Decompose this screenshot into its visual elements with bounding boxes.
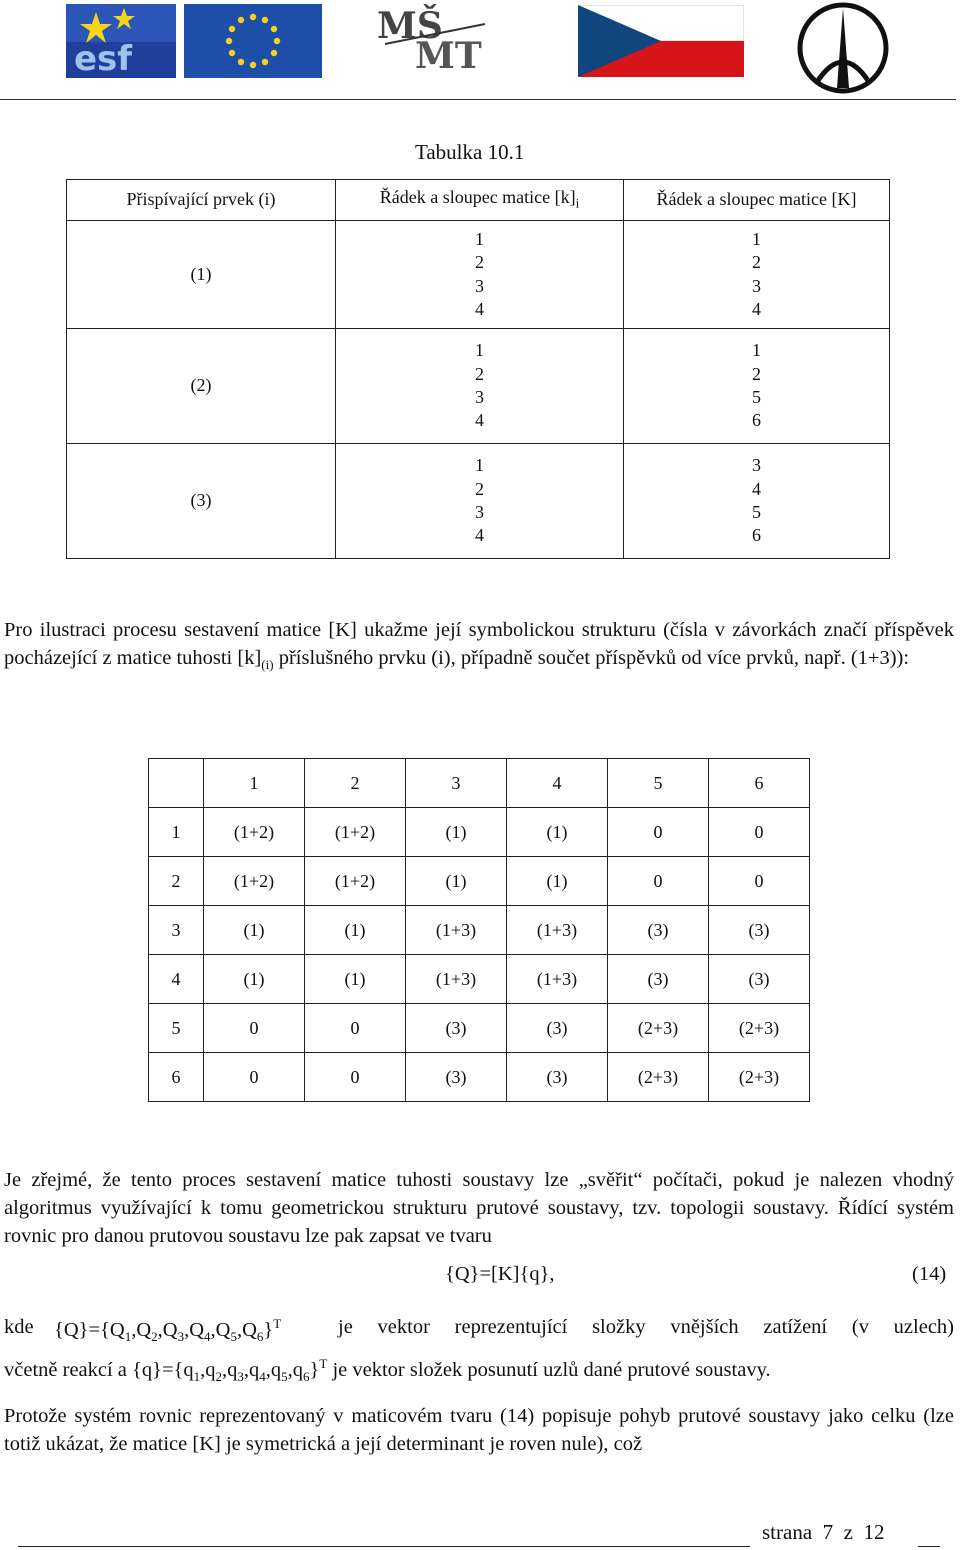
table-cell: 0 [709,857,810,906]
footer-rule [918,1546,940,1547]
corner-cell [149,759,204,808]
esf-logo [66,4,176,78]
table-cell: (3) [406,1004,507,1053]
table-header-row [149,759,810,808]
header-local-dof: Řádek a sloupec matice $[k]_i$ [336,180,624,221]
table-row [67,221,890,329]
table-cell: 0 [305,1004,406,1053]
table-cell: (1+3) [507,955,608,1004]
row-header: 1 [149,808,204,857]
university-emblem-logo [797,2,889,94]
local-dof-cell: 1 2 3 4 [336,444,624,559]
global-dof-cell: 3 4 5 6 [624,444,890,559]
table-row [149,1053,810,1102]
global-dof-cell: 1 2 3 4 [624,221,890,329]
load-vector-description: je vektor reprezentující složky vnějších zatížení (v uzlech) [338,1316,954,1338]
table-cell: (1+3) [406,906,507,955]
load-vector-definition: $\{Q\}=\{Q_1,Q_2,Q_3,Q_4,Q_5,Q_6\}^T$ [54,1316,282,1344]
table-row [149,1004,810,1053]
table-cell: (1+2) [305,857,406,906]
local-dof-cell: 1 2 3 4 [336,221,624,329]
table-cell: 0 [608,808,709,857]
table-cell: (1+2) [204,808,305,857]
table-cell: 0 [204,1053,305,1102]
table-row [149,857,810,906]
table-cell: (3) [406,1053,507,1102]
header-contributing-element: Přispívající prvek (i) [67,180,336,221]
table-cell: 0 [709,808,810,857]
col-header: 5 [608,759,709,808]
table-cell: 0 [305,1053,406,1102]
table-cell: (2+3) [608,1053,709,1102]
row-header: 6 [149,1053,204,1102]
svg-text:MŠ: MŠ [377,5,443,47]
header-global-dof: Řádek a sloupec matice [K] [624,180,890,221]
paragraph-algorithm: Je zřejmé, že tento proces sestavení matice tuhosti soustavy lze „svěřit“ počítači, pokud je nalezen vhodný algoritmus využívající k tomu geometrickou strukturu prutové soustavy, tzv. topologii soustavy. Řídící systém rovnic pro danou prutovou soustavu lze pak zapsat ve tvaru [4,1169,954,1247]
element-cell: (2) [67,329,336,444]
stiffness-structure-table [148,758,810,1102]
table-cell: (2+3) [709,1053,810,1102]
col-header: 2 [305,759,406,808]
col-header: 1 [204,759,305,808]
table-cell: (1+3) [507,906,608,955]
kde-label: kde [4,1316,34,1338]
table-header-row [67,180,890,221]
page-number: strana 7 z 12 [762,1520,885,1544]
row-header: 4 [149,955,204,1004]
table-cell: (1+2) [204,857,305,906]
msmt-logo [375,4,505,70]
col-header: 4 [507,759,608,808]
header-divider [0,99,956,100]
table-row [67,329,890,444]
element-cell: (3) [67,444,336,559]
table-cell: (1) [204,955,305,1004]
table-cell: (3) [608,906,709,955]
table-cell: (3) [709,906,810,955]
element-cell: (1) [67,221,336,329]
equation-number: (14) [912,1263,947,1285]
table-row [149,906,810,955]
paragraph-system: Protože systém rovnic reprezentovaný v maticovém tvaru (14) popisuje pohyb prutové soustavy jako celku (lze totiž ukázat, že matice [K] je symetrická a její determinant je roven nule), což [4,1405,954,1455]
local-dof-cell: 1 2 3 4 [336,329,624,444]
equation: {Q}=[K]{q}, [445,1263,555,1285]
table-cell: (3) [507,1053,608,1102]
col-header: 6 [709,759,810,808]
table-cell: (2+3) [709,1004,810,1053]
table-cell: (1+3) [406,955,507,1004]
table-cell: 0 [204,1004,305,1053]
element-mapping-table [66,179,890,559]
table-cell: (3) [608,955,709,1004]
table-cell: 0 [608,857,709,906]
table-cell: (1) [406,808,507,857]
row-header: 3 [149,906,204,955]
eu-flag-logo [184,4,322,78]
czech-flag-logo [578,5,744,77]
paragraph-intro: Pro ilustraci procesu sestavení matice [K] ukažme její symbolickou strukturu (čísla v závorkách značí příspěvek pocházející z matice tuhosti $[k]_{(i)}$ příslušného prvku (i), případně součet příspěvků od více prvků, např. (1+3)): [4,619,954,673]
table-cell: (3) [507,1004,608,1053]
col-header: 3 [406,759,507,808]
table-caption: Tabulka 10.1 [415,140,525,164]
table-cell: (1) [507,808,608,857]
table-row [67,444,890,559]
row-header: 2 [149,857,204,906]
displacement-line: včetně reakcí a $\{q\}=\{q_1,q_2,q_3,q_4,q_5,q_6\}^T$ je vektor složek posunutí uzlů dané prutové soustavy. [4,1356,771,1384]
table-cell: (1) [406,857,507,906]
table-row [149,955,810,1004]
svg-text:esf: esf [74,39,133,78]
table-cell: (1) [507,857,608,906]
table-cell: (1) [204,906,305,955]
row-header: 5 [149,1004,204,1053]
table-cell: (3) [709,955,810,1004]
table-cell: (2+3) [608,1004,709,1053]
table-cell: (1+2) [305,808,406,857]
global-dof-cell: 1 2 5 6 [624,329,890,444]
table-cell: (1) [305,906,406,955]
table-cell: (1) [305,955,406,1004]
svg-text:MT: MT [415,35,482,70]
table-row [149,808,810,857]
footer-rule [18,1546,750,1547]
